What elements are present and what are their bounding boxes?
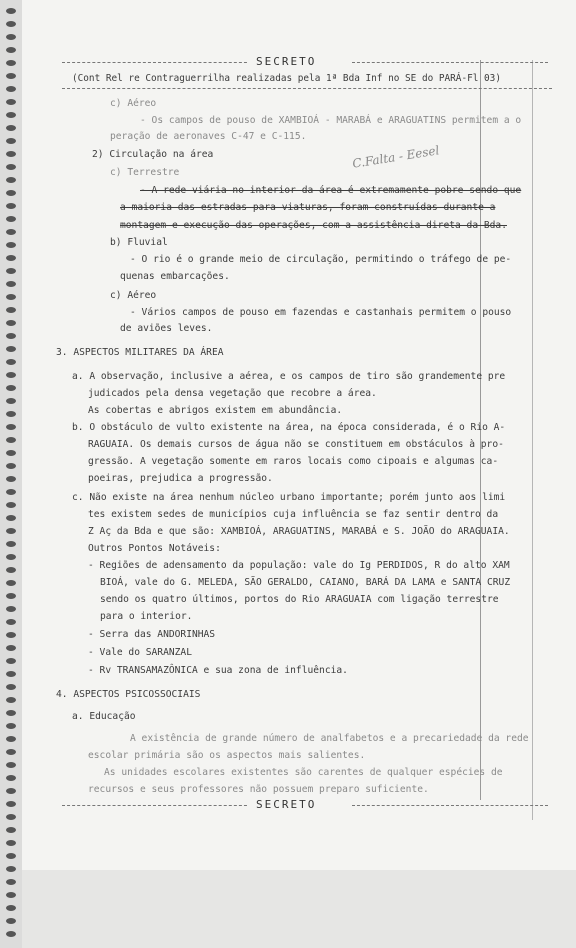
binding-hole — [6, 294, 16, 300]
binding-hole — [6, 736, 16, 742]
binding-hole — [6, 632, 16, 638]
binding-hole — [6, 125, 16, 131]
binding-hole — [6, 385, 16, 391]
document-line: poeiras, prejudica a progressão. — [88, 473, 273, 484]
binding-hole — [6, 346, 16, 352]
document-line: a. A observação, inclusive a aérea, e os campos de tiro são grandemente pre — [72, 371, 506, 382]
binding-hole — [6, 645, 16, 651]
document-line: montagem e execução das operações, com a assistência direta da Bda. — [120, 220, 507, 231]
document-line: - Regiões de adensamento da população: vale do Ig PERDIDOS, R do alto XAM — [88, 560, 510, 571]
document-line: - O rio é o grande meio de circulação, permitindo o tráfego de pe- — [130, 254, 512, 265]
binding-hole — [6, 489, 16, 495]
binding-hole — [6, 177, 16, 183]
binding-hole — [6, 138, 16, 144]
header-rule-left — [62, 62, 252, 63]
binding-hole — [6, 333, 16, 339]
document-line: - Serra das ANDORINHAS — [88, 629, 216, 640]
document-line: c) Aéreo — [110, 98, 157, 109]
document-line: 4. ASPECTOS PSICOSSOCIAIS — [56, 689, 201, 700]
binding-hole — [6, 801, 16, 807]
document-line: tes existem sedes de municípios cuja influência se faz sentir dentro da — [88, 509, 499, 520]
document-line: As cobertas e abrigos existem em abundância. — [88, 405, 343, 416]
page-fold-line — [532, 60, 533, 820]
document-line: para o interior. — [100, 611, 193, 622]
binding-hole — [6, 398, 16, 404]
binding-hole — [6, 619, 16, 625]
binding-hole — [6, 281, 16, 287]
document-line: sendo os quatro últimos, portos do Rio ARAGUAIA com ligação terrestre — [100, 594, 499, 605]
document-line: b) Fluvial — [110, 237, 168, 248]
binding-hole — [6, 710, 16, 716]
binding-hole — [6, 918, 16, 924]
binding-hole — [6, 86, 16, 92]
binding-hole — [6, 47, 16, 53]
binding-hole — [6, 658, 16, 664]
document-line: recursos e seus professores não possuem preparo suficiente. — [88, 784, 429, 795]
binding-hole — [6, 606, 16, 612]
document-line: b. O obstáculo de vulto existente na área, na época considerada, é o Rio A- — [72, 422, 506, 433]
header-subtitle: (Cont Rel re Contraguerrilha realizadas pela 1ª Bda Inf no SE do PARÁ-Fl 03) — [72, 73, 501, 84]
document-line: a. Educação — [72, 711, 136, 722]
binding-hole — [6, 593, 16, 599]
footer-secret-stamp: SECRETO — [248, 798, 324, 811]
binding-hole — [6, 359, 16, 365]
binding-hole — [6, 190, 16, 196]
binding-hole — [6, 879, 16, 885]
header-underline — [62, 88, 552, 89]
document-line: - Rv TRANSAMAZÔNICA e sua zona de influência. — [88, 665, 348, 676]
binding-hole — [6, 554, 16, 560]
header-rule-right — [352, 62, 548, 63]
binding-hole — [6, 411, 16, 417]
binding-hole — [6, 762, 16, 768]
page-bottom-shadow — [22, 870, 576, 948]
binding-hole — [6, 164, 16, 170]
binding-hole — [6, 255, 16, 261]
binding-hole — [6, 372, 16, 378]
binding-hole — [6, 424, 16, 430]
binding-hole — [6, 216, 16, 222]
binding-hole — [6, 229, 16, 235]
header-secret-stamp: SECRETO — [248, 55, 324, 68]
document-line: Outros Pontos Notáveis: — [88, 543, 221, 554]
binding-hole — [6, 853, 16, 859]
binding-hole — [6, 528, 16, 534]
document-line: c) Aéreo — [110, 290, 157, 301]
document-line: de aviões leves. — [120, 323, 213, 334]
document-line: RAGUAIA. Os demais cursos de água não se constituem em obstáculos à pro- — [88, 439, 504, 450]
document-line: As unidades escolares existentes são carentes de qualquer espécies de — [104, 767, 503, 778]
binding-hole — [6, 567, 16, 573]
binding-hole — [6, 892, 16, 898]
document-line: escolar primária são os aspectos mais salientes. — [88, 750, 366, 761]
binding-hole — [6, 671, 16, 677]
document-line: 2) Circulação na área — [92, 149, 214, 160]
document-line: - A rede viária no interior da área é extremamente pobre sendo que — [140, 185, 522, 196]
binding-hole — [6, 515, 16, 521]
document-line: A existência de grande número de analfabetos e a precariedade da rede — [130, 733, 529, 744]
binding-hole — [6, 307, 16, 313]
footer-rule-right — [352, 805, 548, 806]
binding-hole — [6, 502, 16, 508]
document-line: Z Aç da Bda e que são: XAMBIOÁ, ARAGUATINS, MARABÁ e S. JOÃO do ARAGUAIA. — [88, 526, 510, 537]
binding-hole — [6, 8, 16, 14]
binding-hole — [6, 580, 16, 586]
binding-hole — [6, 151, 16, 157]
document-line: - Os campos de pouso de XAMBIOÁ - MARABÁ e ARAGUATINS permitem a o — [140, 115, 522, 126]
binding-hole — [6, 203, 16, 209]
binding-hole — [6, 60, 16, 66]
binding-hole — [6, 788, 16, 794]
spiral-binding — [0, 0, 24, 948]
binding-hole — [6, 749, 16, 755]
document-line: BIOÁ, vale do G. MELEDA, SÃO GERALDO, CAIANO, BARÁ DA LAMA e SANTA CRUZ — [100, 577, 511, 588]
document-line: peração de aeronaves C-47 e C-115. — [110, 131, 307, 142]
binding-hole — [6, 320, 16, 326]
binding-hole — [6, 814, 16, 820]
binding-hole — [6, 437, 16, 443]
document-line: judicados pela densa vegetação que recobre a área. — [88, 388, 377, 399]
document-line: c) Terrestre — [110, 167, 180, 178]
binding-hole — [6, 827, 16, 833]
binding-hole — [6, 684, 16, 690]
binding-hole — [6, 112, 16, 118]
binding-hole — [6, 931, 16, 937]
binding-hole — [6, 723, 16, 729]
binding-hole — [6, 34, 16, 40]
footer-rule-left — [62, 805, 252, 806]
document-line: a maioria das estradas para viaturas, foram construídas durante a — [120, 202, 496, 213]
binding-hole — [6, 697, 16, 703]
margin-handwritten-note: C.Falta - Eesel — [351, 143, 441, 171]
binding-hole — [6, 21, 16, 27]
document-line: gressão. A vegetação somente em raros locais como cipoais e algumas ca- — [88, 456, 499, 467]
binding-hole — [6, 541, 16, 547]
binding-hole — [6, 99, 16, 105]
binding-hole — [6, 775, 16, 781]
binding-hole — [6, 242, 16, 248]
binding-hole — [6, 73, 16, 79]
document-line: 3. ASPECTOS MILITARES DA ÁREA — [56, 347, 224, 358]
document-page — [22, 0, 576, 948]
document-line: quenas embarcações. — [120, 271, 230, 282]
binding-hole — [6, 840, 16, 846]
binding-hole — [6, 866, 16, 872]
document-line: - Vários campos de pouso em fazendas e castanhais permitem o pouso — [130, 307, 512, 318]
document-line: c. Não existe na área nenhum núcleo urbano importante; porém junto aos limi — [72, 492, 506, 503]
binding-hole — [6, 450, 16, 456]
binding-hole — [6, 463, 16, 469]
binding-hole — [6, 905, 16, 911]
binding-hole — [6, 268, 16, 274]
binding-hole — [6, 476, 16, 482]
document-line: - Vale do SARANZAL — [88, 647, 192, 658]
